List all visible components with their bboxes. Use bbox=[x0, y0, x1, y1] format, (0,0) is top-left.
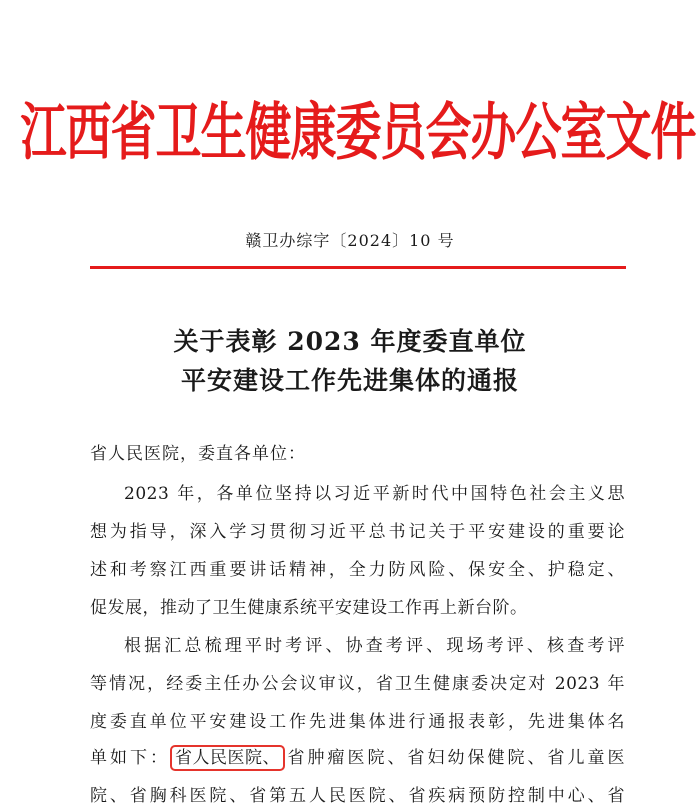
notice-title-line-2: 平安建设工作先进集体的通报 bbox=[180, 366, 519, 395]
highlighted-unit-name: 省人民医院、 bbox=[170, 745, 285, 771]
paragraph-2-line-2: 等情况，经委主任办公会议审议，省卫生健康委决定对 2023 年 bbox=[90, 674, 625, 694]
paragraph-1-line-3: 述和考察江西重要讲话精神，全力防风险、保安全、护稳定、 bbox=[90, 560, 625, 580]
list-intro-text: 单如下： bbox=[90, 748, 170, 768]
agency-header-title: 江西省卫生健康委员会办公室文件 bbox=[20, 95, 696, 169]
agency-header bbox=[20, 88, 696, 169]
salutation: 省人民医院，委直各单位： bbox=[90, 444, 306, 464]
paragraph-1-line-1: 2023 年，各单位坚持以习近平新时代中国特色社会主义思 bbox=[124, 484, 625, 504]
unit-list-text: 省肿瘤医院、省妇幼保健院、省儿童医 bbox=[285, 748, 625, 768]
red-divider-line bbox=[90, 266, 626, 269]
paragraph-1-line-2: 想为指导，深入学习贯彻习近平总书记关于平安建设的重要论 bbox=[90, 522, 625, 542]
paragraph-2-line-5: 院、省胸科医院、省第五人民医院、省疾病预防控制中心、省 bbox=[90, 786, 625, 806]
paragraph-2-line-3: 度委直单位平安建设工作先进集体进行通报表彰，先进集体名 bbox=[90, 712, 625, 732]
notice-title-line-1: 关于表彰 2023 年度委直单位 bbox=[173, 327, 527, 356]
paragraph-2-line-1: 根据汇总梳理平时考评、协查考评、现场考评、核查考评 bbox=[124, 636, 625, 656]
paragraph-2-line-4 bbox=[90, 743, 625, 771]
paragraph-1-line-4: 促发展，推动了卫生健康系统平安建设工作再上新台阶。 bbox=[90, 598, 528, 618]
document-number: 赣卫办综字〔2024〕10 号 bbox=[245, 231, 455, 250]
